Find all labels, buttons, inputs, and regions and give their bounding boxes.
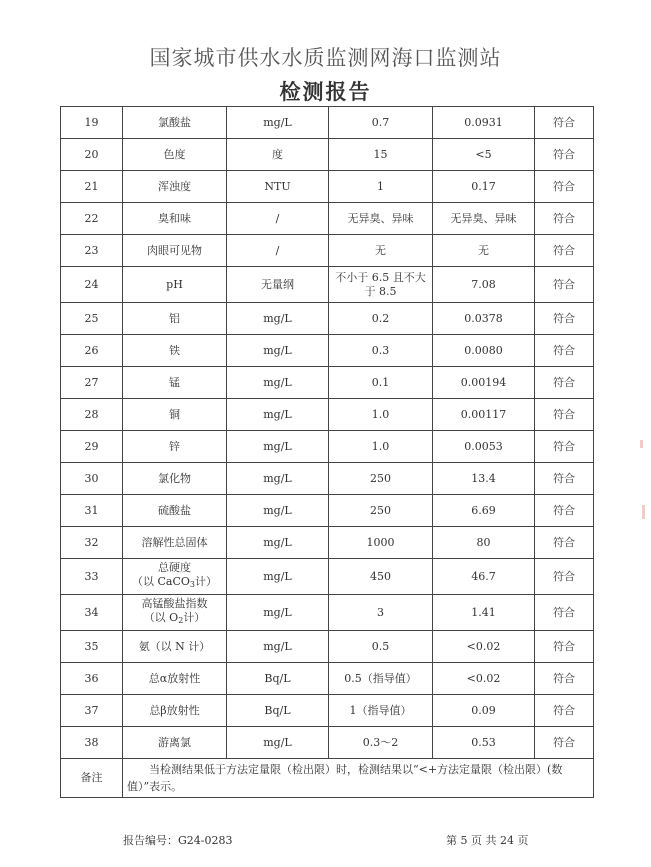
result-value: 0.0053 <box>433 431 535 463</box>
limit-value: 250 <box>329 463 433 495</box>
limit-value: 0.5（指导值） <box>329 663 433 695</box>
table-row <box>61 595 594 631</box>
verdict: 符合 <box>535 527 594 559</box>
table-row <box>61 631 594 663</box>
verdict: 符合 <box>535 495 594 527</box>
row-number: 30 <box>61 463 123 495</box>
item-name: 臭和味 <box>123 203 227 235</box>
unit: 无量纲 <box>227 267 329 303</box>
verdict: 符合 <box>535 107 594 139</box>
row-number: 27 <box>61 367 123 399</box>
item-name: 铁 <box>123 335 227 367</box>
unit: mg/L <box>227 527 329 559</box>
row-number: 28 <box>61 399 123 431</box>
verdict: 符合 <box>535 727 594 759</box>
verdict: 符合 <box>535 367 594 399</box>
item-name: pH <box>123 267 227 303</box>
result-value: 0.17 <box>433 171 535 203</box>
table-row <box>61 495 594 527</box>
item-name: 硫酸盐 <box>123 495 227 527</box>
item-name <box>123 595 227 631</box>
item-name-subscript: 3 <box>189 580 195 589</box>
result-value: 6.69 <box>433 495 535 527</box>
limit-value: 0.5 <box>329 631 433 663</box>
verdict: 符合 <box>535 595 594 631</box>
row-number: 29 <box>61 431 123 463</box>
results-table <box>60 106 594 798</box>
table-row <box>61 527 594 559</box>
item-name: 铜 <box>123 399 227 431</box>
row-number: 22 <box>61 203 123 235</box>
page-number: 第 5 页 共 24 页 <box>446 834 529 847</box>
table-row <box>61 107 594 139</box>
limit-value: 1 <box>329 171 433 203</box>
unit: mg/L <box>227 335 329 367</box>
item-name: 色度 <box>123 139 227 171</box>
row-number: 31 <box>61 495 123 527</box>
unit: mg/L <box>227 367 329 399</box>
limit-value: 无 <box>329 235 433 267</box>
limit-value: 450 <box>329 559 433 595</box>
verdict: 符合 <box>535 399 594 431</box>
item-name: 锰 <box>123 367 227 399</box>
table-row <box>61 727 594 759</box>
unit: mg/L <box>227 495 329 527</box>
remark-row <box>61 759 594 798</box>
limit-value: 0.3 <box>329 335 433 367</box>
table-row <box>61 559 594 595</box>
limit-value: 1000 <box>329 527 433 559</box>
unit: mg/L <box>227 303 329 335</box>
table-row <box>61 399 594 431</box>
verdict: 符合 <box>535 139 594 171</box>
result-value: 80 <box>433 527 535 559</box>
result-value: 0.09 <box>433 695 535 727</box>
limit-value: 250 <box>329 495 433 527</box>
result-value: <0.02 <box>433 631 535 663</box>
row-number: 20 <box>61 139 123 171</box>
limit-value: 无异臭、异味 <box>329 203 433 235</box>
limit-value: 15 <box>329 139 433 171</box>
unit: mg/L <box>227 727 329 759</box>
item-name: 总α放射性 <box>123 663 227 695</box>
report-number: 报告编号：G24-0283 <box>123 834 233 847</box>
item-name-line2: （以 O <box>143 611 179 624</box>
item-name: 肉眼可见物 <box>123 235 227 267</box>
unit: mg/L <box>227 559 329 595</box>
unit: / <box>227 203 329 235</box>
row-number: 34 <box>61 595 123 631</box>
limit-value: 1.0 <box>329 431 433 463</box>
limit-value: 0.2 <box>329 303 433 335</box>
verdict: 符合 <box>535 235 594 267</box>
report-title: 检测报告 <box>279 80 372 104</box>
result-value: 0.0378 <box>433 303 535 335</box>
row-number: 36 <box>61 663 123 695</box>
verdict: 符合 <box>535 695 594 727</box>
table-row <box>61 139 594 171</box>
verdict: 符合 <box>535 335 594 367</box>
limit-value: 1.0 <box>329 399 433 431</box>
result-value: 46.7 <box>433 559 535 595</box>
result-value: 0.0080 <box>433 335 535 367</box>
verdict: 符合 <box>535 431 594 463</box>
row-number: 21 <box>61 171 123 203</box>
row-number: 26 <box>61 335 123 367</box>
table-row <box>61 171 594 203</box>
unit: mg/L <box>227 107 329 139</box>
result-value: <0.02 <box>433 663 535 695</box>
table-row <box>61 367 594 399</box>
table-row <box>61 695 594 727</box>
unit: / <box>227 235 329 267</box>
item-name: 氯酸盐 <box>123 107 227 139</box>
row-number: 23 <box>61 235 123 267</box>
verdict: 符合 <box>535 303 594 335</box>
item-name-subscript: 2 <box>178 616 184 625</box>
item-name: 锌 <box>123 431 227 463</box>
item-name-line1: 高锰酸盐指数 <box>141 597 208 610</box>
item-name: 溶解性总固体 <box>123 527 227 559</box>
table-row <box>61 267 594 303</box>
item-name: 氨（以 N 计） <box>123 631 227 663</box>
row-number: 35 <box>61 631 123 663</box>
unit: mg/L <box>227 463 329 495</box>
result-value: <5 <box>433 139 535 171</box>
row-number: 33 <box>61 559 123 595</box>
result-value: 无异臭、异味 <box>433 203 535 235</box>
item-name <box>123 559 227 595</box>
result-value: 7.08 <box>433 267 535 303</box>
results-table-body <box>61 107 594 798</box>
item-name-line1: 总硬度 <box>158 561 191 574</box>
limit-value: 3 <box>329 595 433 631</box>
station-title: 国家城市供水水质监测网海口监测站 <box>149 46 502 70</box>
row-number: 38 <box>61 727 123 759</box>
unit: NTU <box>227 171 329 203</box>
item-name-line2-end: 计） <box>183 611 206 624</box>
verdict: 符合 <box>535 463 594 495</box>
item-name: 铝 <box>123 303 227 335</box>
result-value: 0.00117 <box>433 399 535 431</box>
result-value: 0.53 <box>433 727 535 759</box>
result-value: 1.41 <box>433 595 535 631</box>
unit: Bq/L <box>227 695 329 727</box>
verdict: 符合 <box>535 267 594 303</box>
margin-stamp-mark <box>640 440 643 448</box>
unit: 度 <box>227 139 329 171</box>
table-row <box>61 663 594 695</box>
table-row <box>61 463 594 495</box>
unit: mg/L <box>227 631 329 663</box>
result-value: 0.00194 <box>433 367 535 399</box>
unit: mg/L <box>227 431 329 463</box>
row-number: 24 <box>61 267 123 303</box>
unit: Bq/L <box>227 663 329 695</box>
item-name: 总β放射性 <box>123 695 227 727</box>
limit-value: 0.3～2 <box>329 727 433 759</box>
item-name: 游离氯 <box>123 727 227 759</box>
item-name-line2: （以 CaCO <box>132 575 190 588</box>
verdict: 符合 <box>535 663 594 695</box>
margin-stamp-mark <box>642 505 645 519</box>
table-row <box>61 303 594 335</box>
table-row <box>61 335 594 367</box>
limit-value: 不小于 6.5 且不大于 8.5 <box>329 267 433 303</box>
limit-value: 0.1 <box>329 367 433 399</box>
row-number: 19 <box>61 107 123 139</box>
table-row <box>61 431 594 463</box>
remark-label: 备注 <box>61 759 123 798</box>
limit-value: 0.7 <box>329 107 433 139</box>
remark-text: 当检测结果低于方法定量限（检出限）时，检测结果以“<+方法定量限（检出限）(数值）”表示。 <box>123 759 594 798</box>
unit: mg/L <box>227 399 329 431</box>
verdict: 符合 <box>535 203 594 235</box>
verdict: 符合 <box>535 631 594 663</box>
row-number: 25 <box>61 303 123 335</box>
row-number: 37 <box>61 695 123 727</box>
result-value: 0.0931 <box>433 107 535 139</box>
verdict: 符合 <box>535 171 594 203</box>
table-row <box>61 203 594 235</box>
item-name: 浑浊度 <box>123 171 227 203</box>
limit-value: 1（指导值） <box>329 695 433 727</box>
item-name-line2-end: 计） <box>195 575 217 588</box>
item-name: 氯化物 <box>123 463 227 495</box>
verdict: 符合 <box>535 559 594 595</box>
table-row <box>61 235 594 267</box>
result-value: 13.4 <box>433 463 535 495</box>
unit: mg/L <box>227 595 329 631</box>
row-number: 32 <box>61 527 123 559</box>
result-value: 无 <box>433 235 535 267</box>
